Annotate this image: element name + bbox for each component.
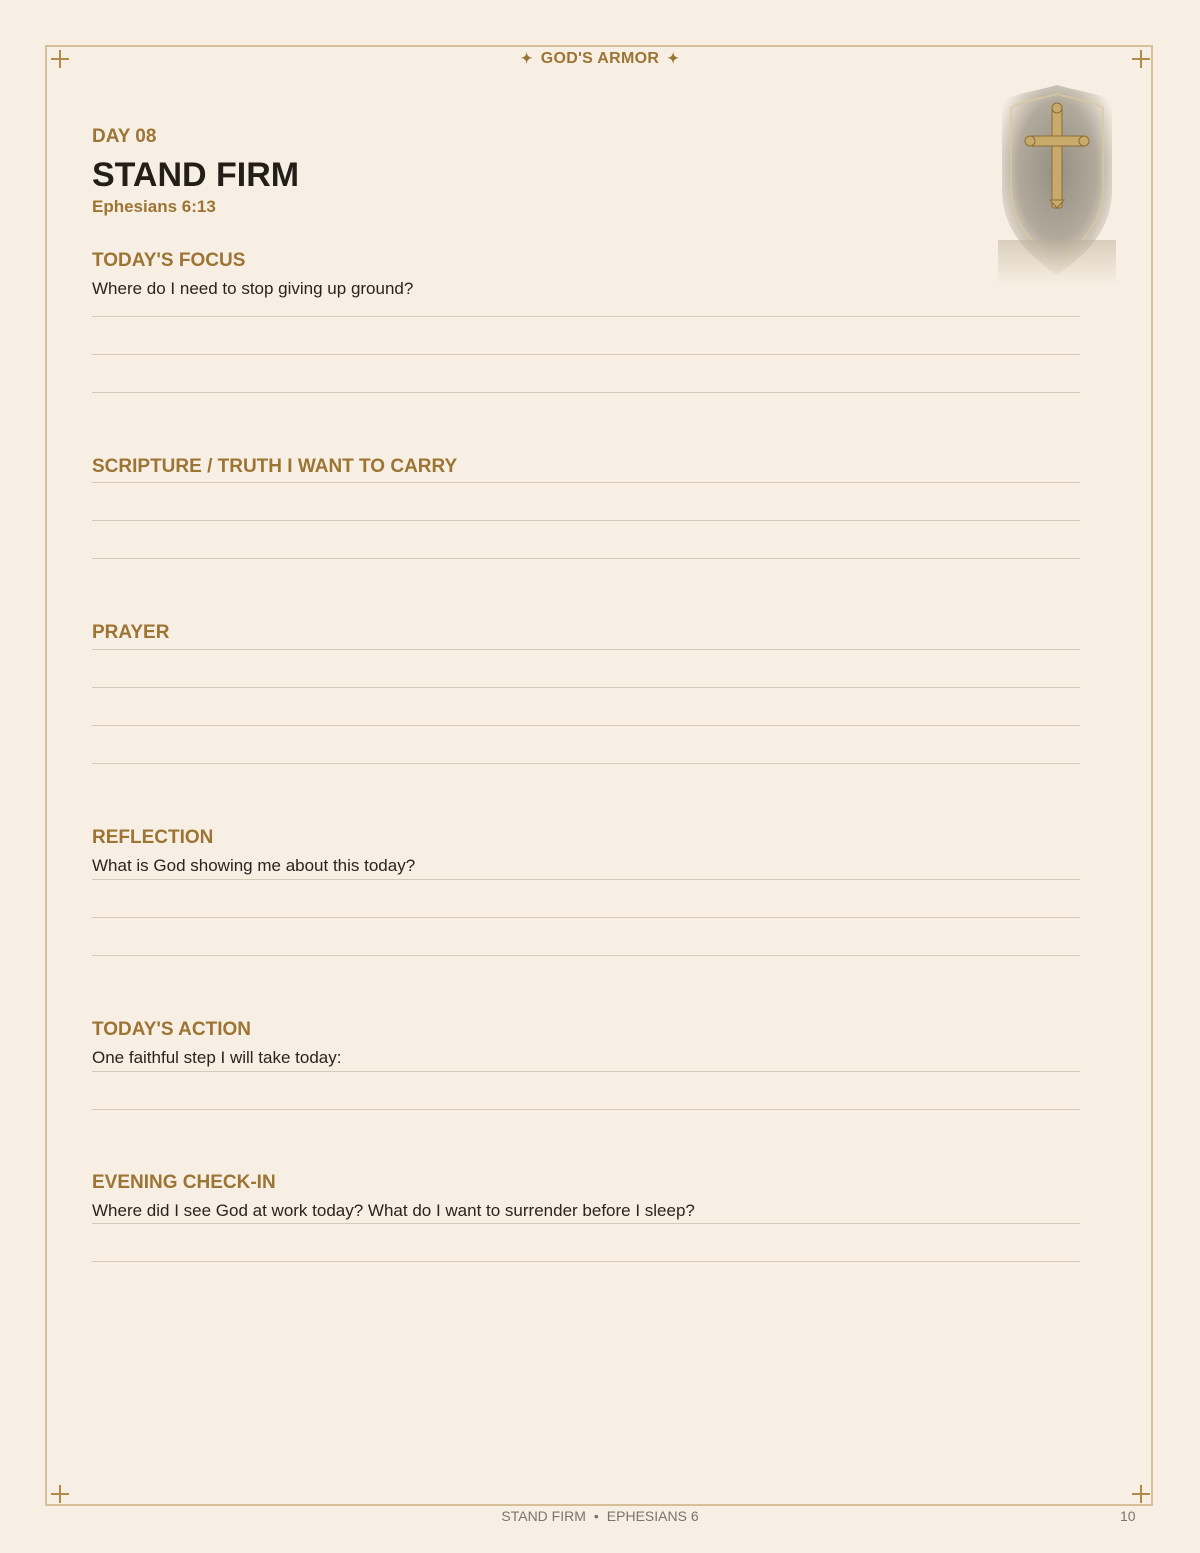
section-title: REFLECTION: [92, 827, 214, 848]
writing-line[interactable]: [92, 558, 1080, 559]
writing-line[interactable]: [92, 316, 1080, 317]
writing-line[interactable]: [92, 763, 1080, 764]
corner-ornament-bottom-right: [1132, 1485, 1150, 1503]
running-header: [0, 50, 1200, 68]
section-title: TODAY'S FOCUS: [92, 250, 246, 271]
writing-line[interactable]: [92, 482, 1080, 483]
footer-separator: •: [593, 1508, 599, 1524]
star-ornament-icon: ✦: [667, 50, 680, 66]
writing-line[interactable]: [92, 1223, 1080, 1224]
day-label: DAY 08: [92, 126, 157, 147]
section-prompt: One faithful step I will take today:: [92, 1048, 342, 1067]
footer-title: STAND FIRM: [501, 1508, 586, 1524]
footer-reference: EPHESIANS 6: [606, 1508, 699, 1524]
page-title: STAND FIRM: [92, 156, 300, 194]
section-title: EVENING CHECK-IN: [92, 1172, 276, 1193]
writing-line[interactable]: [92, 392, 1080, 393]
writing-line[interactable]: [92, 725, 1080, 726]
star-ornament-icon: ✦: [520, 50, 533, 66]
writing-line[interactable]: [92, 520, 1080, 521]
section-title: SCRIPTURE / TRUTH I WANT TO CARRY: [92, 456, 458, 477]
scripture-reference: Ephesians 6:13: [92, 197, 216, 216]
writing-line[interactable]: [92, 649, 1080, 650]
writing-line[interactable]: [92, 687, 1080, 688]
writing-line[interactable]: [92, 955, 1080, 956]
writing-line[interactable]: [92, 1071, 1080, 1072]
page-number: 10: [1120, 1508, 1136, 1524]
section-prompt: What is God showing me about this today?: [92, 856, 416, 875]
shield-cross-icon: [998, 80, 1116, 285]
section-prompt: Where did I see God at work today? What do I want to surrender before I sleep?: [92, 1201, 695, 1220]
corner-ornament-bottom-left: [51, 1485, 69, 1503]
section-title: PRAYER: [92, 622, 170, 643]
writing-line[interactable]: [92, 1109, 1080, 1110]
section-prompt: Where do I need to stop giving up ground?: [92, 279, 414, 298]
writing-line[interactable]: [92, 879, 1080, 880]
writing-line[interactable]: [92, 1261, 1080, 1262]
header-title: GOD'S ARMOR: [540, 50, 660, 67]
writing-line[interactable]: [92, 917, 1080, 918]
running-footer: [0, 1508, 1200, 1524]
section-title: TODAY'S ACTION: [92, 1019, 252, 1040]
writing-line[interactable]: [92, 354, 1080, 355]
